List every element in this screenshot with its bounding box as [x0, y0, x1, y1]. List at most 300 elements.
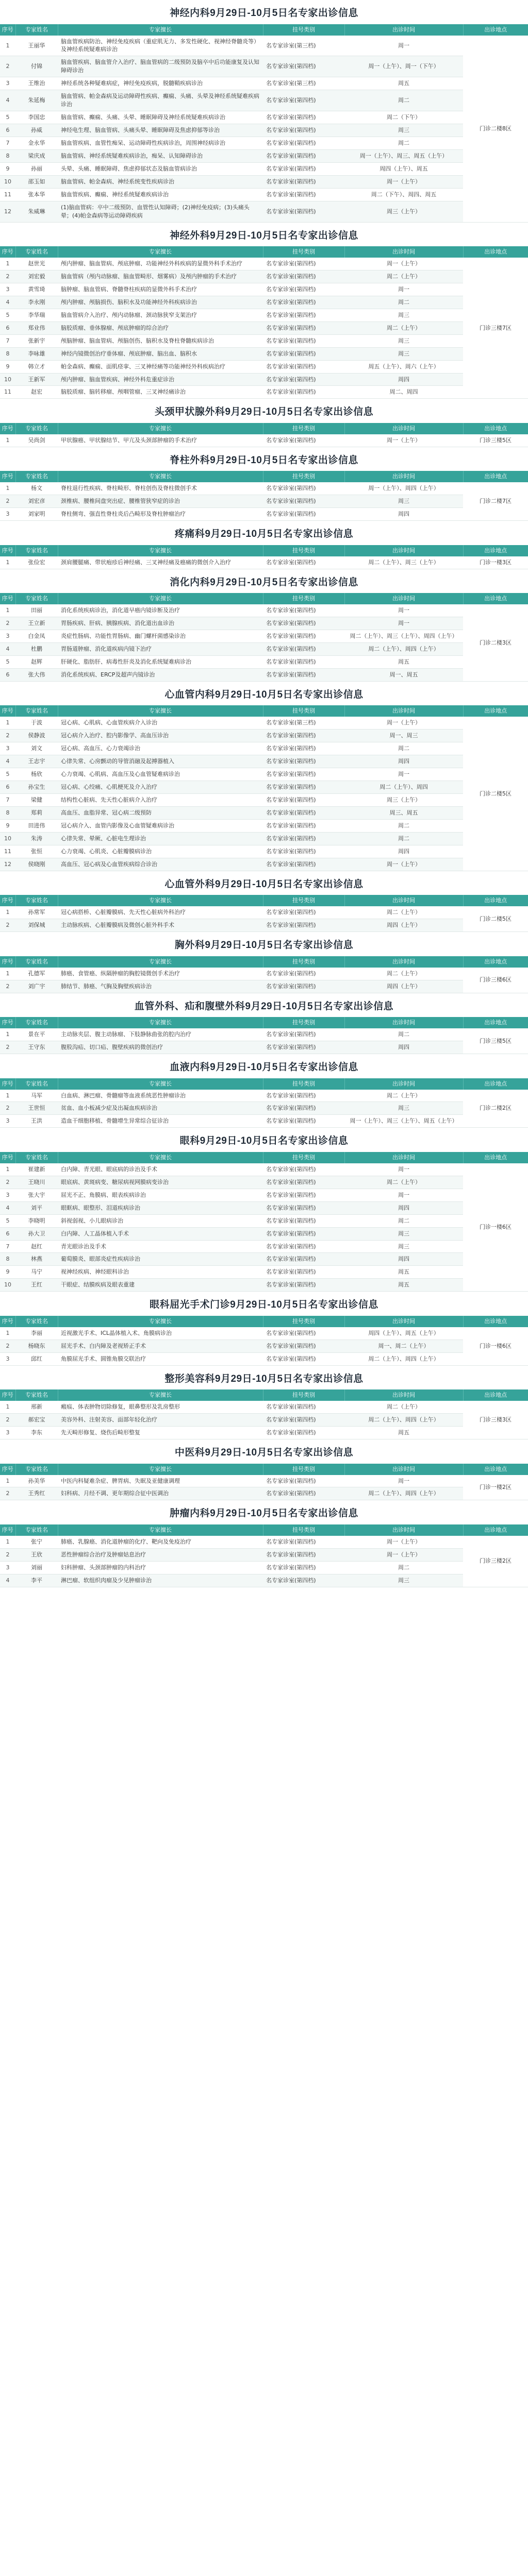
clinic-time: 周四 — [344, 1253, 463, 1266]
col-header-time: 出诊时间 — [344, 593, 463, 604]
doctor-name: 赵红 — [15, 1240, 58, 1253]
col-header-time: 出诊时间 — [344, 705, 463, 717]
col-header-name: 专家姓名 — [15, 593, 58, 604]
header-row — [0, 423, 528, 434]
col-header-specialty: 专家擅长 — [58, 1017, 263, 1028]
section-title: 肿瘤内科9月29日-10月5日名专家出诊信息 — [170, 1508, 358, 1519]
schedule-table — [0, 1078, 528, 1128]
registration-type: 名专家诊室(第四档) — [263, 1240, 344, 1253]
doctor-specialty: 中医内科疑难杂症、脾胃病、失眠及亚健康调理 — [58, 1475, 263, 1487]
section-title: 心血管内科9月29日-10月5日名专家出诊信息 — [164, 689, 364, 700]
header-row — [0, 471, 528, 482]
col-header-index: 序号 — [0, 1078, 15, 1090]
clinic-time: 周二 — [344, 1561, 463, 1574]
row-index: 10 — [0, 1279, 15, 1292]
table-body — [0, 258, 528, 399]
registration-type: 名专家诊室(第四档) — [263, 386, 344, 399]
doctor-name: 张宁 — [15, 1536, 58, 1548]
clinic-time: 周二（上午）、周三（上午） — [344, 556, 463, 569]
schedule-table — [0, 1464, 528, 1501]
clinic-time: 周四 — [344, 1201, 463, 1214]
table-header — [0, 956, 528, 968]
header-row — [0, 705, 528, 717]
doctor-name: 李东 — [15, 1427, 58, 1439]
table-row — [0, 1327, 528, 1340]
table-row — [0, 807, 528, 820]
doctor-name: 田丽 — [15, 604, 58, 617]
clinic-time: 周二（上午）、周四（上午） — [344, 1487, 463, 1500]
doctor-name: 王维治 — [15, 77, 58, 90]
registration-type: 名专家诊室(第四档) — [263, 1352, 344, 1365]
doctor-name: 孙大卫 — [15, 1227, 58, 1240]
col-header-type: 挂号类别 — [263, 545, 344, 556]
col-header-type: 挂号类别 — [263, 1464, 344, 1475]
clinic-time: 周二 — [344, 90, 463, 111]
row-index: 5 — [0, 656, 15, 669]
clinic-time: 周二（上午）、周三（上午）、周四（上午） — [344, 630, 463, 643]
col-header-time: 出诊时间 — [344, 246, 463, 258]
table-row — [0, 283, 528, 296]
row-index: 3 — [0, 742, 15, 755]
col-header-time: 出诊时间 — [344, 1017, 463, 1028]
table-row — [0, 175, 528, 188]
table-header — [0, 1389, 528, 1401]
doctor-specialty: 淋巴瘤、软组织肉瘤及少见肿瘤诊治 — [58, 1574, 263, 1587]
schedule-table — [0, 1017, 528, 1054]
col-header-time: 出诊时间 — [344, 471, 463, 482]
row-index: 3 — [0, 1427, 15, 1439]
doctor-specialty: 干眼症、结膜疾病及眼表重建 — [58, 1279, 263, 1292]
clinic-time: 周一（上午） — [344, 1536, 463, 1548]
doctor-name: 赵辉 — [15, 656, 58, 669]
clinic-time: 周二（上午） — [344, 321, 463, 334]
doctor-specialty: 肝硬化、脂肪肝、病毒性肝炎及消化系统疑难病诊治 — [58, 656, 263, 669]
clinic-time: 周四 — [344, 755, 463, 768]
row-index: 11 — [0, 386, 15, 399]
table-row — [0, 124, 528, 137]
doctor-name: 孙威 — [15, 124, 58, 137]
doctor-specialty: 脊柱侧弯、强直性脊柱炎后凸畸形及脊柱肿瘤治疗 — [58, 508, 263, 521]
doctor-name: 金永华 — [15, 137, 58, 149]
schedule-table — [0, 1524, 528, 1587]
table-row — [0, 56, 528, 77]
department-section — [0, 571, 528, 682]
col-header-type: 挂号类别 — [263, 24, 344, 36]
row-index: 4 — [0, 643, 15, 656]
doctor-specialty: 胃肠疾病、肝病、胰腺疾病、消化道出血诊治 — [58, 617, 263, 630]
clinic-time: 周二（上午） — [344, 270, 463, 283]
doctor-name: 刘保城 — [15, 919, 58, 932]
table-row — [0, 1041, 528, 1054]
col-header-type: 挂号类别 — [263, 471, 344, 482]
clinic-time: 周三、周五 — [344, 807, 463, 820]
col-header-index: 序号 — [0, 471, 15, 482]
schedule-table — [0, 1316, 528, 1366]
col-header-location: 出诊地点 — [463, 1078, 528, 1090]
doctor-specialty: 妇科肿瘤、头颈部肿瘤的内科治疗 — [58, 1561, 263, 1574]
col-header-specialty: 专家擅长 — [58, 1524, 263, 1536]
table-row — [0, 742, 528, 755]
doctor-specialty: 主动脉夹层、腹主动脉瘤、下肢静脉曲张的腔内治疗 — [58, 1028, 263, 1041]
header-row — [0, 1524, 528, 1536]
doctor-name: 李国忠 — [15, 111, 58, 124]
department-section — [0, 1294, 528, 1365]
registration-type: 名专家诊室(第四档) — [263, 149, 344, 162]
department-section — [0, 1130, 528, 1292]
clinic-location: 门诊二楼5区 — [463, 717, 528, 871]
col-header-name: 专家姓名 — [15, 705, 58, 717]
table-row — [0, 309, 528, 321]
department-section — [0, 995, 528, 1054]
doctor-specialty: 冠心病、心肌病、心血管疾病介入诊治 — [58, 717, 263, 729]
registration-type: 名专家诊室(第四档) — [263, 1090, 344, 1102]
clinic-time: 周二（上午）、周四（上午） — [344, 643, 463, 656]
doctor-name: 邢新 — [15, 1401, 58, 1413]
row-index: 2 — [0, 980, 15, 993]
doctor-name: 孙美华 — [15, 1475, 58, 1487]
table-row — [0, 1536, 528, 1548]
table-row — [0, 1090, 528, 1102]
table-row — [0, 781, 528, 794]
col-header-time: 出诊时间 — [344, 423, 463, 434]
clinic-time: 周四 — [344, 845, 463, 858]
table-row — [0, 77, 528, 90]
registration-type: 名专家诊室(第四档) — [263, 617, 344, 630]
doctor-name: 张大宇 — [15, 1189, 58, 1201]
doctor-specialty: 视神经疾病、神经眼科诊治 — [58, 1266, 263, 1279]
clinic-location: 门诊三楼2区 — [463, 1536, 528, 1587]
clinic-time: 周一（上午） — [344, 175, 463, 188]
doctor-name: 王红 — [15, 1279, 58, 1292]
table-row — [0, 755, 528, 768]
doctor-name: 吴尚剑 — [15, 434, 58, 447]
doctor-name: 梁庆成 — [15, 149, 58, 162]
clinic-location: 门诊二楼3区 — [463, 604, 528, 681]
doctor-name: 邱红 — [15, 1352, 58, 1365]
table-row — [0, 1574, 528, 1587]
schedule-table — [0, 246, 528, 399]
registration-type: 名专家诊室(第四档) — [263, 1414, 344, 1427]
row-index: 2 — [0, 1487, 15, 1500]
doctor-name: 王世恒 — [15, 1102, 58, 1115]
doctor-specialty: 屈光手术、白内障及老视矫正手术 — [58, 1340, 263, 1352]
registration-type: 名专家诊室(第四档) — [263, 482, 344, 495]
doctor-specialty: 脑血管病、帕金森病、神经系统变性疾病诊治 — [58, 175, 263, 188]
row-index: 7 — [0, 794, 15, 807]
clinic-time: 周五 — [344, 1427, 463, 1439]
table-body — [0, 604, 528, 681]
table-row — [0, 832, 528, 845]
registration-type: 名专家诊室(第四档) — [263, 1561, 344, 1574]
clinic-time: 周三 — [344, 1574, 463, 1587]
clinic-time: 周四（上午） — [344, 980, 463, 993]
clinic-time: 周一、周五 — [344, 668, 463, 681]
header-row — [0, 1316, 528, 1327]
row-index: 10 — [0, 175, 15, 188]
registration-type: 名专家诊室(第三档) — [263, 36, 344, 56]
doctor-name: 赵宏 — [15, 386, 58, 399]
registration-type: 名专家诊室(第四档) — [263, 643, 344, 656]
header-row — [0, 1017, 528, 1028]
row-index: 6 — [0, 321, 15, 334]
col-header-name: 专家姓名 — [15, 246, 58, 258]
header-row — [0, 895, 528, 906]
doctor-specialty: 恶性肿瘤综合治疗及肿瘤姑息治疗 — [58, 1548, 263, 1561]
department-section — [0, 401, 528, 447]
doctor-name: 赵世光 — [15, 258, 58, 270]
table-header — [0, 895, 528, 906]
table-body — [0, 1090, 528, 1128]
header-row — [0, 956, 528, 968]
col-header-type: 挂号类别 — [263, 895, 344, 906]
row-index: 10 — [0, 373, 15, 386]
row-index: 2 — [0, 1102, 15, 1115]
clinic-time: 周二（上午） — [344, 968, 463, 980]
col-header-specialty: 专家擅长 — [58, 24, 263, 36]
col-header-type: 挂号类别 — [263, 956, 344, 968]
clinic-time: 周四 — [344, 508, 463, 521]
col-header-specialty: 专家擅长 — [58, 593, 263, 604]
table-row — [0, 858, 528, 871]
table-header — [0, 471, 528, 482]
doctor-specialty: 神经系统各种疑难病症，神经免疫疾病，脱髓鞘疾病诊治 — [58, 77, 263, 90]
doctor-name: 侯晓刚 — [15, 858, 58, 871]
col-header-specialty: 专家擅长 — [58, 1389, 263, 1401]
doctor-specialty: 瘢痕、体表肿物切除修复，眼鼻整形及乳房整形 — [58, 1401, 263, 1413]
table-row — [0, 1201, 528, 1214]
clinic-location: 门诊一楼2区 — [463, 1475, 528, 1500]
table-row — [0, 90, 528, 111]
doctor-specialty: 腹股沟疝、切口疝、腹壁疾病的微创治疗 — [58, 1041, 263, 1054]
clinic-time: 周一 — [344, 283, 463, 296]
table-body — [0, 36, 528, 223]
clinic-time: 周一（上午） — [344, 717, 463, 729]
registration-type: 名专家诊室(第四档) — [263, 334, 344, 347]
table-header — [0, 545, 528, 556]
registration-type: 名专家诊室(第四档) — [263, 1401, 344, 1413]
doctor-specialty: 脑胶质瘤、垂体腺瘤、颅底肿瘤的综合治疗 — [58, 321, 263, 334]
col-header-name: 专家姓名 — [15, 1078, 58, 1090]
clinic-time: 周一、周二（上午） — [344, 1340, 463, 1352]
department-section — [0, 1368, 528, 1439]
col-header-name: 专家姓名 — [15, 895, 58, 906]
clinic-time: 周一（上午）、周四（上午） — [344, 482, 463, 495]
row-index: 1 — [0, 1536, 15, 1548]
doctor-name: 孙丽 — [15, 162, 58, 175]
doctor-specialty: 颅内肿瘤、脑血管病、颅底肿瘤、功能神经外科疾病的显微外科手术治疗 — [58, 258, 263, 270]
table-header — [0, 1464, 528, 1475]
col-header-location: 出诊地点 — [463, 1017, 528, 1028]
col-header-time: 出诊时间 — [344, 24, 463, 36]
section-title: 血管外科、疝和腹壁外科9月29日-10月5日名专家出诊信息 — [134, 1001, 394, 1012]
clinic-time: 周一、周三 — [344, 730, 463, 742]
col-header-location: 出诊地点 — [463, 1464, 528, 1475]
doctor-name: 刘家明 — [15, 508, 58, 521]
row-index: 3 — [0, 508, 15, 521]
doctor-specialty: 冠心病搭桥、心脏瓣膜病、先天性心脏病外科治疗 — [58, 906, 263, 919]
row-index: 2 — [0, 1041, 15, 1054]
table-row — [0, 1475, 528, 1487]
doctor-specialty: 颅内肿瘤、脑血管疾病、神经外科危重症诊治 — [58, 373, 263, 386]
registration-type: 名专家诊室(第四档) — [263, 556, 344, 569]
registration-type: 名专家诊室(第四档) — [263, 162, 344, 175]
doctor-specialty: (1)脑血管病：卒中二级预防、血管性认知障碍；(2)神经免疫病；(3)头痛头晕；(4)帕金森病等运动障碍疾病 — [58, 201, 263, 222]
col-header-specialty: 专家擅长 — [58, 1464, 263, 1475]
doctor-specialty: 主动脉疾病、心脏瓣膜病及微创心脏外科手术 — [58, 919, 263, 932]
row-index: 9 — [0, 162, 15, 175]
clinic-time: 周三 — [344, 334, 463, 347]
table-body — [0, 1327, 528, 1365]
clinic-time: 周四 — [344, 1041, 463, 1054]
doctor-specialty: 炎症性肠病、功能性胃肠病、幽门螺杆菌感染诊治 — [58, 630, 263, 643]
clinic-time: 周五 — [344, 1279, 463, 1292]
table-body — [0, 968, 528, 993]
doctor-name: 景在平 — [15, 1028, 58, 1041]
row-index: 1 — [0, 1163, 15, 1176]
clinic-time: 周二 — [344, 742, 463, 755]
registration-type: 名专家诊室(第四档) — [263, 1163, 344, 1176]
row-index: 3 — [0, 1561, 15, 1574]
table-header — [0, 1017, 528, 1028]
table-body — [0, 1475, 528, 1500]
doctor-specialty: 脑血管病、帕金森病及运动障碍性疾病、癫痫、头痛、头晕及神经系统疑难疾病诊治 — [58, 90, 263, 111]
col-header-time: 出诊时间 — [344, 1152, 463, 1163]
row-index: 1 — [0, 1475, 15, 1487]
col-header-specialty: 专家擅长 — [58, 246, 263, 258]
doctor-name: 朱涛 — [15, 832, 58, 845]
registration-type: 名专家诊室(第四档) — [263, 188, 344, 201]
doctor-specialty: 斜视弱视、小儿眼病诊治 — [58, 1214, 263, 1227]
department-section — [0, 684, 528, 871]
row-index: 5 — [0, 1214, 15, 1227]
row-index: 1 — [0, 968, 15, 980]
doctor-specialty: 颅脑肿瘤、脑血管病、颅脑创伤、脑积水及脊柱脊髓疾病诊治 — [58, 334, 263, 347]
row-index: 6 — [0, 1227, 15, 1240]
clinic-location: 门诊一楼3区 — [463, 556, 528, 569]
clinic-location: 门诊一楼6区 — [463, 1327, 528, 1365]
clinic-time: 周二 — [344, 819, 463, 832]
doctor-specialty: 眼眶病、眼整形、泪道疾病诊治 — [58, 1201, 263, 1214]
clinic-time: 周二（上午） — [344, 1176, 463, 1189]
registration-type: 名专家诊室(第四档) — [263, 768, 344, 781]
table-row — [0, 1487, 528, 1500]
col-header-type: 挂号类别 — [263, 593, 344, 604]
col-header-location: 出诊地点 — [463, 705, 528, 717]
department-section — [0, 1502, 528, 1587]
registration-type: 名专家诊室(第四档) — [263, 1253, 344, 1266]
row-index: 4 — [0, 296, 15, 309]
registration-type: 名专家诊室(第四档) — [263, 296, 344, 309]
registration-type: 名专家诊室(第四档) — [263, 283, 344, 296]
clinic-location: 门诊三楼7区 — [463, 258, 528, 399]
col-header-name: 专家姓名 — [15, 545, 58, 556]
registration-type: 名专家诊室(第三档) — [263, 77, 344, 90]
row-index: 1 — [0, 1028, 15, 1041]
registration-type: 名专家诊室(第四档) — [263, 1548, 344, 1561]
doctor-name: 李晓明 — [15, 1214, 58, 1227]
table-row — [0, 482, 528, 495]
col-header-index: 序号 — [0, 1389, 15, 1401]
clinic-time: 周二 — [344, 1028, 463, 1041]
schedule-table — [0, 593, 528, 682]
row-index: 2 — [0, 270, 15, 283]
clinic-time: 周二 — [344, 296, 463, 309]
table-row — [0, 845, 528, 858]
col-header-location: 出诊地点 — [463, 956, 528, 968]
doctor-specialty: 脑血管病介入治疗、颅内动脉瘤、颈动脉狭窄支架治疗 — [58, 309, 263, 321]
section-title: 神经外科9月29日-10月5日名专家出诊信息 — [170, 230, 358, 241]
registration-type: 名专家诊室(第四档) — [263, 201, 344, 222]
col-header-name: 专家姓名 — [15, 1524, 58, 1536]
doctor-name: 孙宝生 — [15, 781, 58, 794]
table-row — [0, 434, 528, 447]
section-title: 中医科9月29日-10月5日名专家出诊信息 — [174, 1447, 354, 1458]
clinic-time: 周一 — [344, 1475, 463, 1487]
row-index: 6 — [0, 124, 15, 137]
section-title: 疼痛科9月29日-10月5日名专家出诊信息 — [174, 529, 354, 540]
doctor-name: 刘宏彦 — [15, 495, 58, 508]
row-index: 4 — [0, 755, 15, 768]
doctor-name: 王洪 — [15, 1115, 58, 1128]
doctor-specialty: 甲状腺癌、甲状腺结节、甲亢及头颈部肿瘤的手术治疗 — [58, 434, 263, 447]
doctor-name: 付锦 — [15, 56, 58, 77]
row-index: 3 — [0, 1189, 15, 1201]
table-row — [0, 1227, 528, 1240]
clinic-time: 周二（上午）、周四 — [344, 781, 463, 794]
table-row — [0, 730, 528, 742]
col-header-specialty: 专家擅长 — [58, 895, 263, 906]
doctor-name: 李丽 — [15, 1327, 58, 1340]
table-row — [0, 1028, 528, 1041]
doctor-name: 王晓川 — [15, 1176, 58, 1189]
col-header-index: 序号 — [0, 1524, 15, 1536]
clinic-time: 周四（上午） — [344, 919, 463, 932]
row-index: 7 — [0, 334, 15, 347]
clinic-time: 周一（上午） — [344, 858, 463, 871]
doctor-name: 黄雪琦 — [15, 283, 58, 296]
table-row — [0, 604, 528, 617]
table-body — [0, 556, 528, 569]
table-row — [0, 1253, 528, 1266]
row-index: 3 — [0, 630, 15, 643]
row-index: 1 — [0, 36, 15, 56]
col-header-specialty: 专家擅长 — [58, 545, 263, 556]
clinic-time: 周五 — [344, 1266, 463, 1279]
clinic-time: 周四 — [344, 373, 463, 386]
registration-type: 名专家诊室(第四档) — [263, 630, 344, 643]
row-index: 12 — [0, 201, 15, 222]
clinic-time: 周一（上午）、周三（上午）、周五（上午） — [344, 1115, 463, 1128]
table-header — [0, 1152, 528, 1163]
row-index: 2 — [0, 730, 15, 742]
col-header-time: 出诊时间 — [344, 1316, 463, 1327]
doctor-specialty: 消化系统疾病、ERCP及超声内镜诊治 — [58, 668, 263, 681]
doctor-name: 崔建新 — [15, 1163, 58, 1176]
col-header-location: 出诊地点 — [463, 423, 528, 434]
registration-type: 名专家诊室(第四档) — [263, 321, 344, 334]
table-header — [0, 423, 528, 434]
clinic-time: 周一（上午） — [344, 258, 463, 270]
table-row — [0, 386, 528, 399]
department-section — [0, 873, 528, 932]
doctor-specialty: 肺结节、肺癌、气胸及胸壁疾病诊治 — [58, 980, 263, 993]
clinic-location: 门诊二楼5区 — [463, 906, 528, 931]
doctor-name: 郑业伟 — [15, 321, 58, 334]
registration-type: 名专家诊室(第四档) — [263, 175, 344, 188]
table-row — [0, 980, 528, 993]
clinic-time: 周二（上午）、周四（上午） — [344, 1352, 463, 1365]
registration-type: 名专家诊室(第四档) — [263, 742, 344, 755]
